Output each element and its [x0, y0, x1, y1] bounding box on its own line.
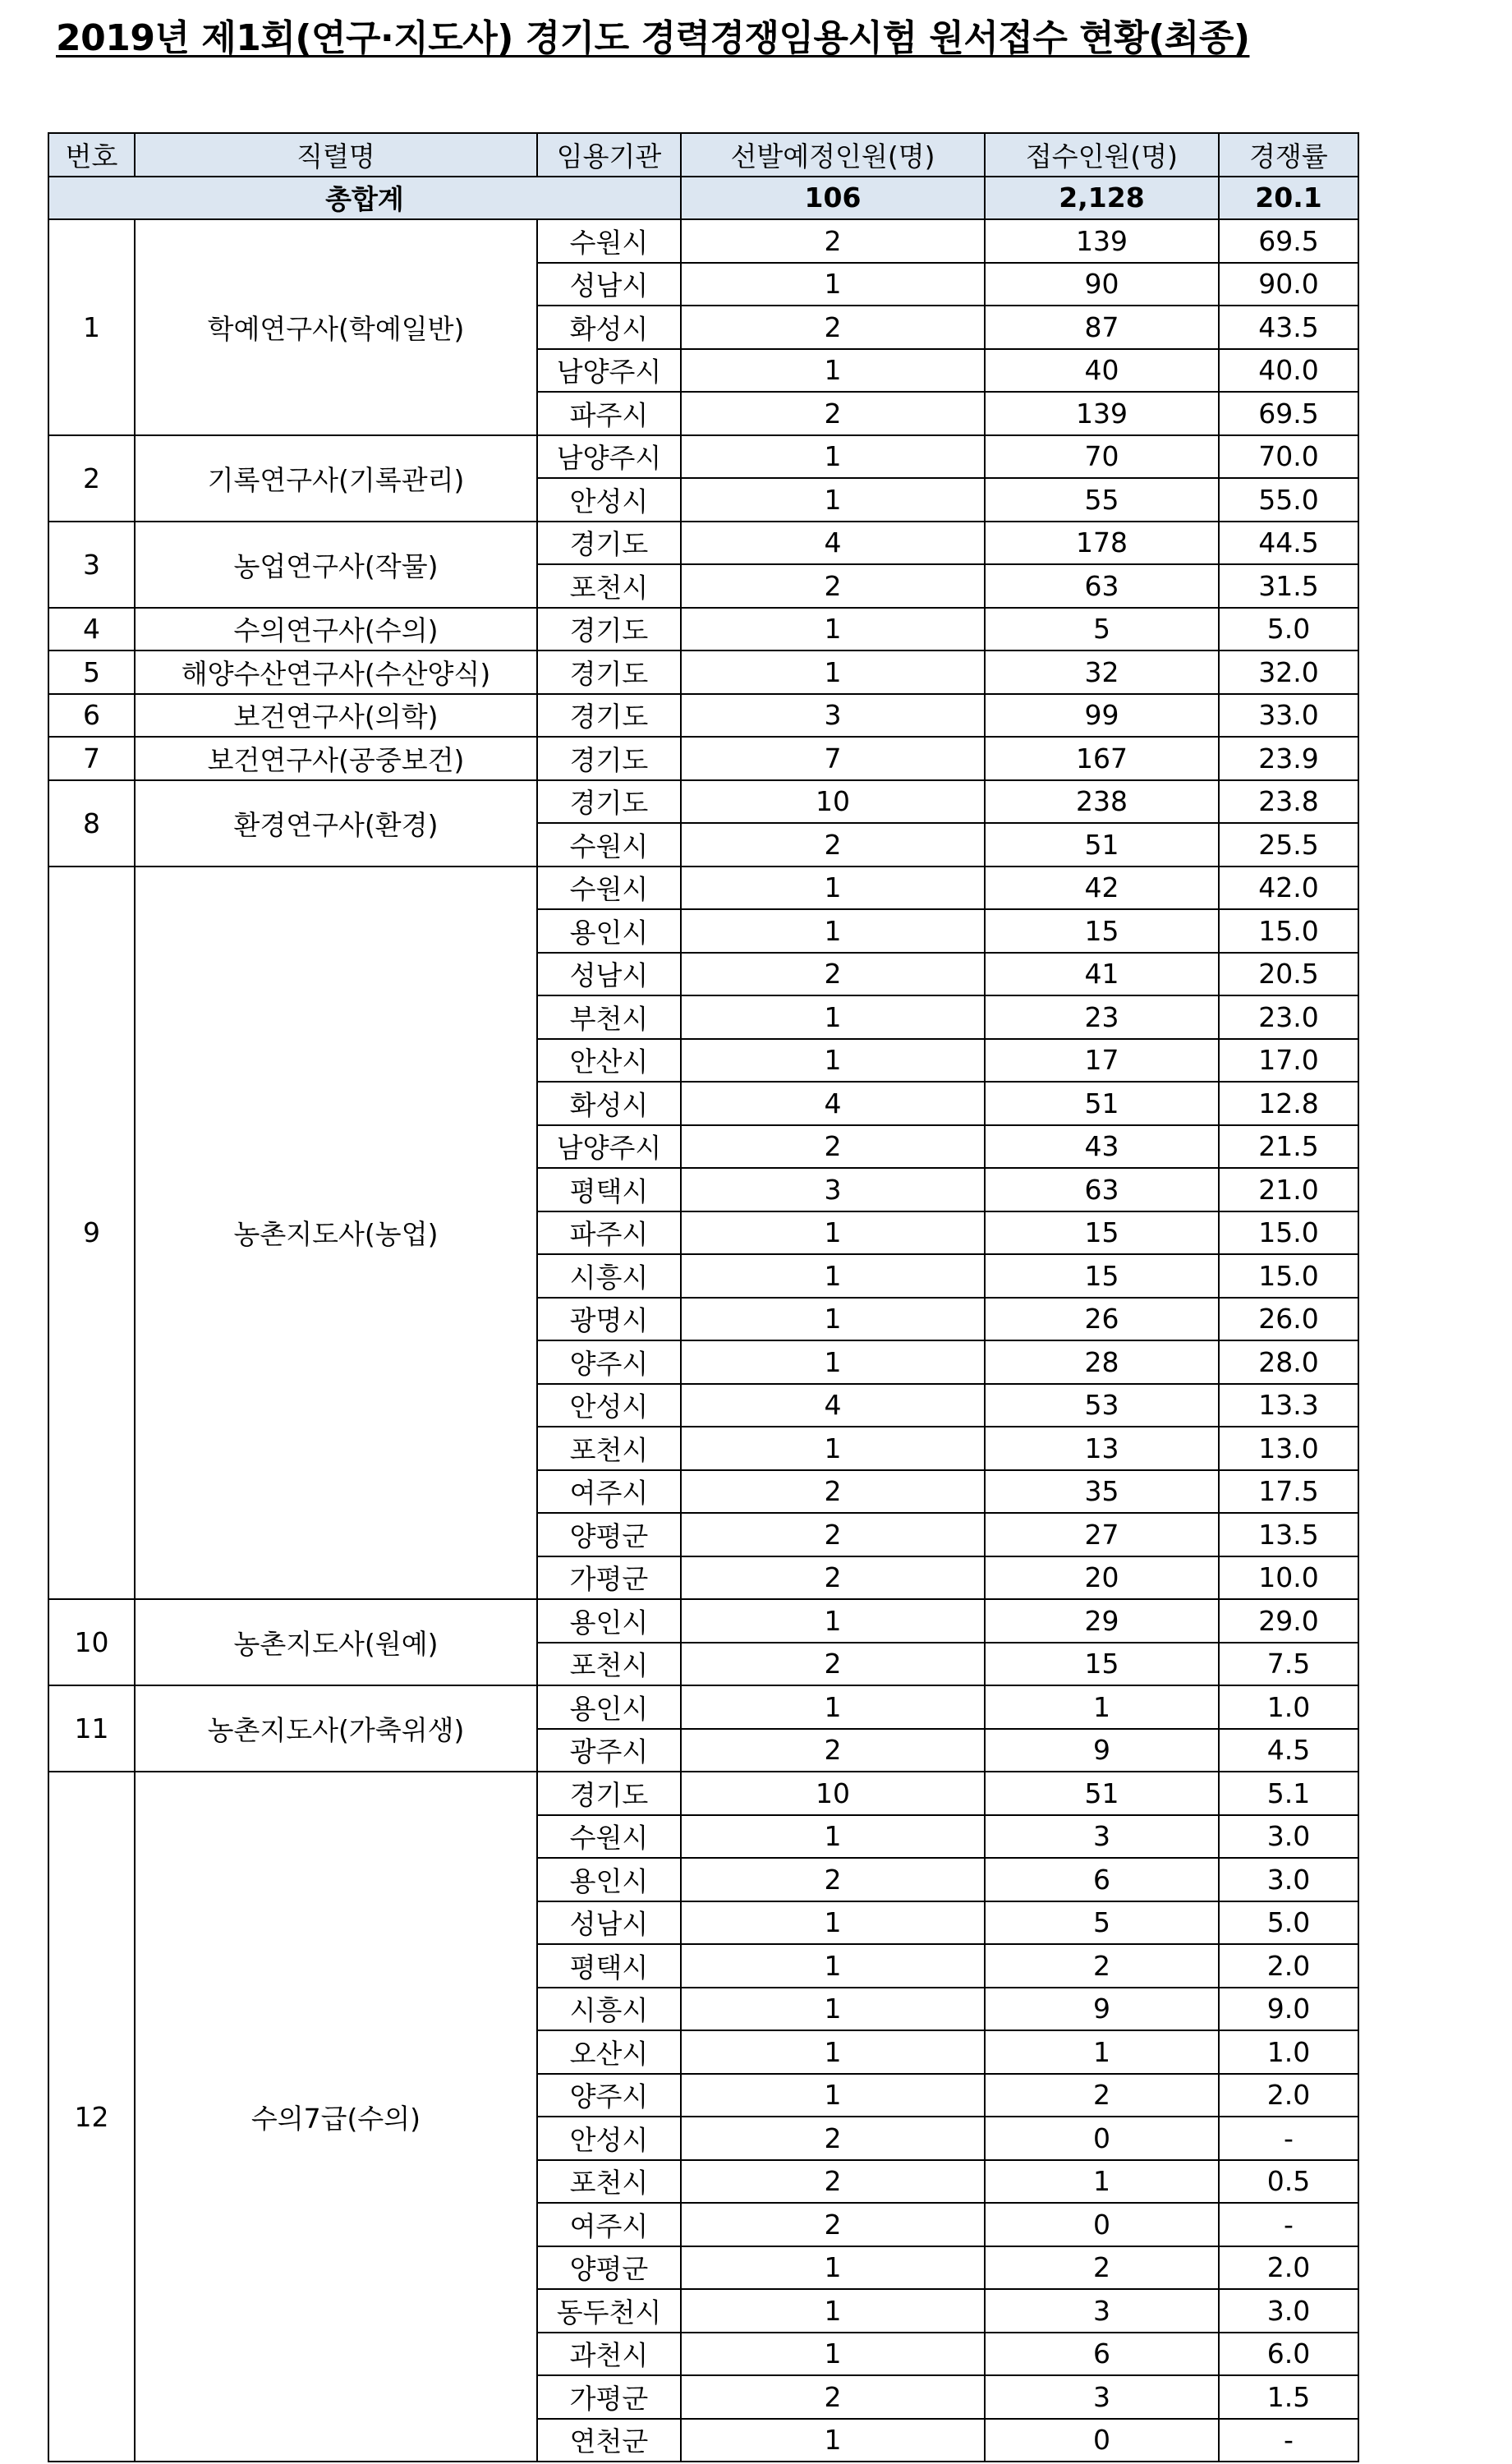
agency-cell: 경기도	[537, 608, 681, 651]
series-cell: 해양수산연구사(수산양식)	[135, 650, 537, 694]
applicants-cell: 28	[985, 1340, 1219, 1384]
ratio-cell: 25.5	[1219, 823, 1358, 867]
ratio-cell: 32.0	[1219, 650, 1358, 694]
agency-cell: 가평군	[537, 2375, 681, 2419]
ratio-cell: 4.5	[1219, 1729, 1358, 1772]
planned-cell: 2	[681, 2160, 985, 2204]
planned-cell: 2	[681, 1643, 985, 1686]
applicants-cell: 6	[985, 1858, 1219, 1901]
planned-cell: 2	[681, 219, 985, 263]
series-cell: 보건연구사(의학)	[135, 694, 537, 738]
applicants-cell: 26	[985, 1298, 1219, 1341]
planned-cell: 1	[681, 1944, 985, 1988]
table-row	[48, 435, 1358, 479]
applicants-cell: 9	[985, 1729, 1219, 1772]
planned-cell: 1	[681, 1685, 985, 1729]
applicants-cell: 13	[985, 1427, 1219, 1470]
ratio-cell: 5.1	[1219, 1772, 1358, 1815]
planned-cell: 1	[681, 1988, 985, 2031]
ratio-cell: 23.8	[1219, 780, 1358, 824]
planned-cell: 1	[681, 1427, 985, 1470]
agency-cell: 광주시	[537, 1729, 681, 1772]
ratio-cell: 13.5	[1219, 1513, 1358, 1556]
ratio-cell: 17.0	[1219, 1039, 1358, 1083]
agency-cell: 화성시	[537, 1082, 681, 1125]
planned-cell: 1	[681, 478, 985, 522]
planned-cell: 1	[681, 1298, 985, 1341]
applicants-cell: 63	[985, 564, 1219, 608]
applicants-cell: 51	[985, 823, 1219, 867]
agency-cell: 수원시	[537, 1815, 681, 1859]
number-cell: 8	[48, 780, 135, 867]
planned-cell: 1	[681, 1340, 985, 1384]
applicants-cell: 1	[985, 2160, 1219, 2204]
applicants-cell: 3	[985, 2289, 1219, 2333]
agency-cell: 수원시	[537, 219, 681, 263]
agency-cell: 평택시	[537, 1944, 681, 1988]
total-label: 총합계	[48, 177, 681, 220]
applicants-cell: 139	[985, 392, 1219, 435]
number-cell: 4	[48, 608, 135, 651]
applicants-cell: 0	[985, 2203, 1219, 2246]
planned-cell: 2	[681, 1125, 985, 1169]
table-row	[48, 867, 1358, 910]
applicants-cell: 15	[985, 1211, 1219, 1255]
planned-cell: 7	[681, 737, 985, 780]
planned-cell: 2	[681, 1556, 985, 1600]
table-row	[48, 650, 1358, 694]
series-cell: 학예연구사(학예일반)	[135, 219, 537, 435]
agency-cell: 안성시	[537, 478, 681, 522]
agency-cell: 평택시	[537, 1168, 681, 1211]
planned-cell: 2	[681, 392, 985, 435]
ratio-cell: -	[1219, 2203, 1358, 2246]
number-cell: 7	[48, 737, 135, 780]
agency-cell: 경기도	[537, 650, 681, 694]
agency-cell: 경기도	[537, 737, 681, 780]
ratio-cell: 2.0	[1219, 1944, 1358, 1988]
agency-cell: 남양주시	[537, 435, 681, 479]
planned-cell: 2	[681, 953, 985, 996]
ratio-cell: 42.0	[1219, 867, 1358, 910]
planned-cell: 1	[681, 1599, 985, 1643]
table-row	[48, 737, 1358, 780]
applicants-cell: 3	[985, 1815, 1219, 1859]
number-cell: 2	[48, 435, 135, 522]
col-header-applicants: 접수인원(명)	[985, 133, 1219, 177]
series-cell: 농업연구사(작물)	[135, 522, 537, 608]
applicants-cell: 2	[985, 2246, 1219, 2290]
planned-cell: 1	[681, 995, 985, 1039]
ratio-cell: 28.0	[1219, 1340, 1358, 1384]
applicants-cell: 3	[985, 2375, 1219, 2419]
table-row	[48, 1685, 1358, 1729]
total-row	[48, 177, 1358, 220]
ratio-cell: 40.0	[1219, 349, 1358, 393]
applicants-cell: 40	[985, 349, 1219, 393]
agency-cell: 양평군	[537, 2246, 681, 2290]
table-body	[48, 177, 1358, 2462]
agency-cell: 파주시	[537, 1211, 681, 1255]
applicants-cell: 29	[985, 1599, 1219, 1643]
col-header-agency: 임용기관	[537, 133, 681, 177]
ratio-cell: 31.5	[1219, 564, 1358, 608]
planned-cell: 1	[681, 2074, 985, 2117]
applicants-cell: 51	[985, 1082, 1219, 1125]
planned-cell: 3	[681, 1168, 985, 1211]
agency-cell: 동두천시	[537, 2289, 681, 2333]
agency-cell: 오산시	[537, 2030, 681, 2074]
ratio-cell: 44.5	[1219, 522, 1358, 565]
applicants-cell: 35	[985, 1470, 1219, 1514]
applicants-cell: 43	[985, 1125, 1219, 1169]
applicants-cell: 178	[985, 522, 1219, 565]
agency-cell: 남양주시	[537, 349, 681, 393]
planned-cell: 2	[681, 823, 985, 867]
agency-cell: 용인시	[537, 1599, 681, 1643]
agency-cell: 성남시	[537, 1901, 681, 1945]
ratio-cell: 17.5	[1219, 1470, 1358, 1514]
agency-cell: 시흥시	[537, 1254, 681, 1298]
series-cell: 보건연구사(공중보건)	[135, 737, 537, 780]
planned-cell: 1	[681, 2333, 985, 2376]
planned-cell: 2	[681, 2117, 985, 2160]
ratio-cell: 20.5	[1219, 953, 1358, 996]
ratio-cell: 1.0	[1219, 1685, 1358, 1729]
applicants-cell: 53	[985, 1384, 1219, 1427]
applicants-cell: 15	[985, 1643, 1219, 1686]
planned-cell: 4	[681, 1384, 985, 1427]
agency-cell: 용인시	[537, 1858, 681, 1901]
planned-cell: 1	[681, 349, 985, 393]
applicants-cell: 5	[985, 608, 1219, 651]
applicants-cell: 2	[985, 2074, 1219, 2117]
planned-cell: 2	[681, 1513, 985, 1556]
series-cell: 농촌지도사(원예)	[135, 1599, 537, 1685]
agency-cell: 양주시	[537, 2074, 681, 2117]
planned-cell: 1	[681, 1039, 985, 1083]
applicants-cell: 139	[985, 219, 1219, 263]
planned-cell: 3	[681, 694, 985, 738]
planned-cell: 2	[681, 1858, 985, 1901]
agency-cell: 과천시	[537, 2333, 681, 2376]
planned-cell: 2	[681, 2375, 985, 2419]
planned-cell: 2	[681, 2203, 985, 2246]
total-applicants: 2,128	[985, 177, 1219, 220]
col-header-planned: 선발예정인원(명)	[681, 133, 985, 177]
ratio-cell: 12.8	[1219, 1082, 1358, 1125]
agency-cell: 여주시	[537, 2203, 681, 2246]
ratio-cell: 3.0	[1219, 1815, 1358, 1859]
agency-cell: 용인시	[537, 1685, 681, 1729]
agency-cell: 여주시	[537, 1470, 681, 1514]
applicants-cell: 87	[985, 306, 1219, 349]
series-cell: 농촌지도사(농업)	[135, 867, 537, 1600]
ratio-cell: 1.5	[1219, 2375, 1358, 2419]
agency-cell: 성남시	[537, 953, 681, 996]
series-cell: 농촌지도사(가축위생)	[135, 1685, 537, 1772]
ratio-cell: 2.0	[1219, 2246, 1358, 2290]
agency-cell: 파주시	[537, 392, 681, 435]
table-header	[48, 133, 1358, 177]
applicants-cell: 6	[985, 2333, 1219, 2376]
ratio-cell: 69.5	[1219, 219, 1358, 263]
planned-cell: 1	[681, 1901, 985, 1945]
ratio-cell: 15.0	[1219, 1254, 1358, 1298]
ratio-cell: -	[1219, 2419, 1358, 2462]
ratio-cell: 9.0	[1219, 1988, 1358, 2031]
applicants-cell: 55	[985, 478, 1219, 522]
ratio-cell: 7.5	[1219, 1643, 1358, 1686]
ratio-cell: 15.0	[1219, 909, 1358, 953]
ratio-cell: 43.5	[1219, 306, 1358, 349]
planned-cell: 4	[681, 522, 985, 565]
ratio-cell: 55.0	[1219, 478, 1358, 522]
ratio-cell: 90.0	[1219, 263, 1358, 306]
ratio-cell: 3.0	[1219, 2289, 1358, 2333]
applicants-cell: 1	[985, 1685, 1219, 1729]
planned-cell: 1	[681, 435, 985, 479]
planned-cell: 1	[681, 1815, 985, 1859]
applicants-cell: 90	[985, 263, 1219, 306]
agency-cell: 시흥시	[537, 1988, 681, 2031]
agency-cell: 경기도	[537, 1772, 681, 1815]
agency-cell: 포천시	[537, 2160, 681, 2204]
number-cell: 6	[48, 694, 135, 738]
number-cell: 11	[48, 1685, 135, 1772]
ratio-cell: 5.0	[1219, 608, 1358, 651]
planned-cell: 1	[681, 909, 985, 953]
ratio-cell: 0.5	[1219, 2160, 1358, 2204]
agency-cell: 경기도	[537, 522, 681, 565]
agency-cell: 포천시	[537, 1427, 681, 1470]
ratio-cell: 2.0	[1219, 2074, 1358, 2117]
applicants-cell: 1	[985, 2030, 1219, 2074]
applicants-cell: 23	[985, 995, 1219, 1039]
planned-cell: 10	[681, 780, 985, 824]
applicants-cell: 5	[985, 1901, 1219, 1945]
agency-cell: 안성시	[537, 1384, 681, 1427]
ratio-cell: 29.0	[1219, 1599, 1358, 1643]
planned-cell: 1	[681, 867, 985, 910]
agency-cell: 화성시	[537, 306, 681, 349]
applicants-cell: 167	[985, 737, 1219, 780]
ratio-cell: 3.0	[1219, 1858, 1358, 1901]
planned-cell: 2	[681, 1470, 985, 1514]
applicants-cell: 238	[985, 780, 1219, 824]
series-cell: 기록연구사(기록관리)	[135, 435, 537, 522]
ratio-cell: 70.0	[1219, 435, 1358, 479]
col-header-series: 직렬명	[135, 133, 537, 177]
ratio-cell: 6.0	[1219, 2333, 1358, 2376]
page-title: 2019년 제1회(연구·지도사) 경기도 경력경쟁임용시험 원서접수 현황(최종)	[56, 17, 1250, 59]
ratio-cell: 13.0	[1219, 1427, 1358, 1470]
number-cell: 12	[48, 1772, 135, 2462]
planned-cell: 1	[681, 2419, 985, 2462]
agency-cell: 경기도	[537, 694, 681, 738]
applications-table	[48, 132, 1359, 2462]
applicants-cell: 32	[985, 650, 1219, 694]
total-planned: 106	[681, 177, 985, 220]
total-ratio: 20.1	[1219, 177, 1358, 220]
header-row	[48, 133, 1358, 177]
agency-cell: 포천시	[537, 1643, 681, 1686]
number-cell: 5	[48, 650, 135, 694]
applicants-cell: 27	[985, 1513, 1219, 1556]
planned-cell: 10	[681, 1772, 985, 1815]
table-row	[48, 1772, 1358, 1815]
table-row	[48, 1599, 1358, 1643]
applicants-cell: 17	[985, 1039, 1219, 1083]
ratio-cell: 23.0	[1219, 995, 1358, 1039]
series-cell: 수의연구사(수의)	[135, 608, 537, 651]
col-header-number: 번호	[48, 133, 135, 177]
agency-cell: 부천시	[537, 995, 681, 1039]
series-cell: 수의7급(수의)	[135, 1772, 537, 2462]
applicants-cell: 9	[985, 1988, 1219, 2031]
agency-cell: 가평군	[537, 1556, 681, 1600]
ratio-cell: 26.0	[1219, 1298, 1358, 1341]
planned-cell: 1	[681, 1254, 985, 1298]
planned-cell: 2	[681, 1729, 985, 1772]
table-row	[48, 780, 1358, 824]
ratio-cell: 15.0	[1219, 1211, 1358, 1255]
applicants-cell: 70	[985, 435, 1219, 479]
planned-cell: 1	[681, 608, 985, 651]
agency-cell: 광명시	[537, 1298, 681, 1341]
number-cell: 9	[48, 867, 135, 1600]
applicants-cell: 63	[985, 1168, 1219, 1211]
ratio-cell: -	[1219, 2117, 1358, 2160]
number-cell: 10	[48, 1599, 135, 1685]
agency-cell: 성남시	[537, 263, 681, 306]
agency-cell: 양평군	[537, 1513, 681, 1556]
agency-cell: 포천시	[537, 564, 681, 608]
ratio-cell: 23.9	[1219, 737, 1358, 780]
applicants-cell: 99	[985, 694, 1219, 738]
table-row	[48, 608, 1358, 651]
agency-cell: 안산시	[537, 1039, 681, 1083]
agency-cell: 남양주시	[537, 1125, 681, 1169]
agency-cell: 용인시	[537, 909, 681, 953]
ratio-cell: 33.0	[1219, 694, 1358, 738]
planned-cell: 1	[681, 2030, 985, 2074]
planned-cell: 1	[681, 650, 985, 694]
table-row	[48, 219, 1358, 263]
agency-cell: 연천군	[537, 2419, 681, 2462]
number-cell: 1	[48, 219, 135, 435]
planned-cell: 1	[681, 2289, 985, 2333]
applicants-cell: 0	[985, 2117, 1219, 2160]
ratio-cell: 5.0	[1219, 1901, 1358, 1945]
applicants-cell: 41	[985, 953, 1219, 996]
ratio-cell: 21.0	[1219, 1168, 1358, 1211]
applicants-cell: 2	[985, 1944, 1219, 1988]
planned-cell: 4	[681, 1082, 985, 1125]
number-cell: 3	[48, 522, 135, 608]
planned-cell: 2	[681, 306, 985, 349]
table-row	[48, 694, 1358, 738]
agency-cell: 수원시	[537, 867, 681, 910]
ratio-cell: 13.3	[1219, 1384, 1358, 1427]
agency-cell: 수원시	[537, 823, 681, 867]
agency-cell: 양주시	[537, 1340, 681, 1384]
planned-cell: 1	[681, 263, 985, 306]
table-row	[48, 522, 1358, 565]
applicants-cell: 42	[985, 867, 1219, 910]
ratio-cell: 1.0	[1219, 2030, 1358, 2074]
col-header-ratio: 경쟁률	[1219, 133, 1358, 177]
ratio-cell: 21.5	[1219, 1125, 1358, 1169]
applicants-cell: 51	[985, 1772, 1219, 1815]
agency-cell: 경기도	[537, 780, 681, 824]
series-cell: 환경연구사(환경)	[135, 780, 537, 867]
applicants-cell: 15	[985, 909, 1219, 953]
planned-cell: 1	[681, 1211, 985, 1255]
ratio-cell: 10.0	[1219, 1556, 1358, 1600]
planned-cell: 1	[681, 2246, 985, 2290]
ratio-cell: 69.5	[1219, 392, 1358, 435]
agency-cell: 안성시	[537, 2117, 681, 2160]
applicants-cell: 15	[985, 1254, 1219, 1298]
planned-cell: 2	[681, 564, 985, 608]
applicants-cell: 0	[985, 2419, 1219, 2462]
applicants-cell: 20	[985, 1556, 1219, 1600]
